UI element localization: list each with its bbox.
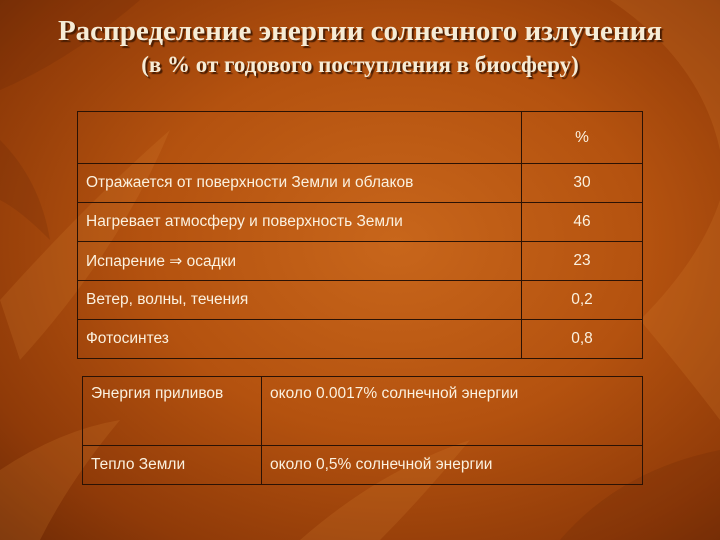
table-row xyxy=(78,320,643,359)
row-value: около 0.0017% солнечной энергии xyxy=(262,377,643,446)
table-row xyxy=(83,446,643,485)
title-subtitle: (в % от годового поступления в биосферу) xyxy=(141,52,579,77)
row-value: 23 xyxy=(522,242,643,281)
row-value: 0,8 xyxy=(522,320,643,359)
row-label: Нагревает атмосферу и поверхность Земли xyxy=(78,203,522,242)
title-main: Распределение энергии солнечного излучения xyxy=(57,15,663,47)
row-label: Отражается от поверхности Земли и облаков xyxy=(78,164,522,203)
row-label: Ветер, волны, течения xyxy=(78,281,522,320)
table-row xyxy=(78,281,643,320)
row-value: около 0,5% солнечной энергии xyxy=(262,446,643,485)
row-label: Фотосинтез xyxy=(78,320,522,359)
other-energy-sources-table xyxy=(82,376,643,485)
energy-distribution-table xyxy=(77,111,643,359)
row-label: Энергия приливов xyxy=(83,377,262,446)
row-value: 46 xyxy=(522,203,643,242)
table-row xyxy=(78,203,643,242)
row-label: Испарение ⇒ осадки xyxy=(78,242,522,281)
row-value: 0,2 xyxy=(522,281,643,320)
table-row xyxy=(83,377,643,446)
header-cell-percent: % xyxy=(522,112,643,164)
header-cell-label xyxy=(78,112,522,164)
row-value: 30 xyxy=(522,164,643,203)
table-header-row xyxy=(78,112,643,164)
table-row xyxy=(78,164,643,203)
page-title xyxy=(40,14,680,82)
row-label: Тепло Земли xyxy=(83,446,262,485)
table-row xyxy=(78,242,643,281)
